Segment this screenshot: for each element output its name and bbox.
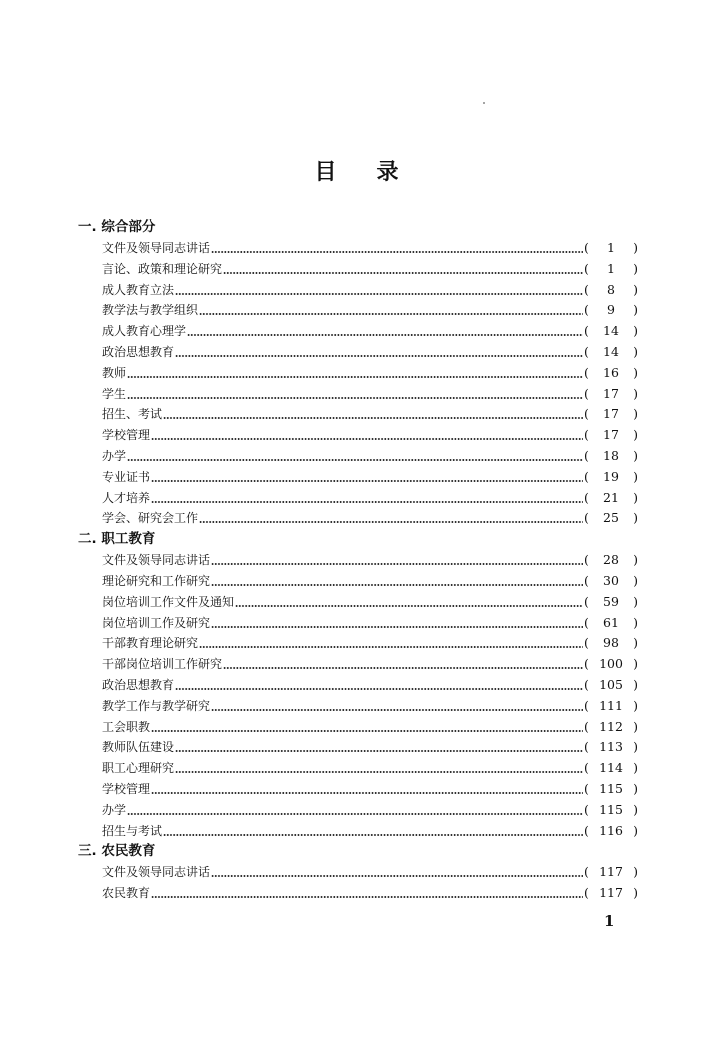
toc-entry-label: 政治思想教育 xyxy=(102,344,175,359)
dot-leader xyxy=(151,779,583,800)
page-title xyxy=(0,155,713,186)
paren-close: ) xyxy=(633,343,638,359)
paren-close: ) xyxy=(633,427,638,443)
toc-page-number: 25 xyxy=(603,510,619,526)
toc-page-number: 21 xyxy=(603,489,619,505)
toc-page-number: 1 xyxy=(607,240,615,255)
paren-close: ) xyxy=(633,406,638,422)
toc-page-ref xyxy=(584,300,638,321)
paren-open: ( xyxy=(584,864,589,880)
toc-entry-label: 专业证书 xyxy=(102,469,151,484)
dot-leader xyxy=(127,446,583,467)
toc-page-ref xyxy=(584,488,638,509)
toc-entry-label: 理论研究和工作研究 xyxy=(102,573,211,588)
toc-page-ref xyxy=(584,342,638,363)
dot-leader xyxy=(175,342,583,363)
toc-page-number: 112 xyxy=(599,718,623,734)
toc-page-number: 30 xyxy=(603,572,619,588)
paren-open: ( xyxy=(584,510,589,526)
dot-leader xyxy=(211,571,583,592)
toc-page-ref xyxy=(584,321,638,342)
toc-entry[interactable] xyxy=(78,613,638,634)
toc-page-ref xyxy=(584,717,638,738)
toc-entry[interactable] xyxy=(78,446,638,467)
paren-close: ) xyxy=(633,281,638,297)
toc-entry[interactable] xyxy=(78,425,638,446)
toc-entry[interactable] xyxy=(78,779,638,800)
toc-page-number: 113 xyxy=(599,739,623,755)
toc-entry-label: 文件及领导同志讲话 xyxy=(102,241,211,255)
dot-leader xyxy=(211,862,583,883)
toc-entry[interactable] xyxy=(78,633,638,654)
toc-page-ref xyxy=(584,446,638,467)
toc-page-ref xyxy=(584,467,638,488)
paren-open: ( xyxy=(584,489,589,505)
toc-entry[interactable] xyxy=(78,883,638,904)
paren-close: ) xyxy=(633,468,638,484)
toc-entry[interactable] xyxy=(78,467,638,488)
toc-page-ref xyxy=(584,696,638,717)
toc-entry[interactable] xyxy=(78,259,638,280)
toc-page-ref xyxy=(584,363,638,384)
toc-entry-label: 招生与考试 xyxy=(102,823,163,838)
toc-page-number: 61 xyxy=(603,614,619,630)
paren-close: ) xyxy=(633,489,638,505)
paren-open: ( xyxy=(584,676,589,692)
section-heading: 二. 职工教育 xyxy=(78,531,156,548)
dot-leader xyxy=(151,883,583,904)
toc-page-ref xyxy=(584,675,638,696)
paren-close: ) xyxy=(633,614,638,630)
dot-leader xyxy=(223,654,583,675)
toc-entry[interactable] xyxy=(78,508,638,529)
toc-entry-label: 学校管理 xyxy=(102,781,151,796)
paren-close: ) xyxy=(633,364,638,380)
toc-page-number: 59 xyxy=(603,593,619,609)
dot-leader xyxy=(127,363,583,384)
toc-entry-label: 政治思想教育 xyxy=(102,677,175,692)
toc-page-number: 9 xyxy=(607,302,615,318)
dot-leader xyxy=(163,404,583,425)
toc-page-ref xyxy=(584,654,638,675)
toc-entry-label: 文件及领导同志讲话 xyxy=(102,865,211,880)
dot-leader xyxy=(187,321,583,342)
toc-entry[interactable] xyxy=(78,280,638,301)
toc-page-ref xyxy=(584,613,638,634)
toc-page-number: 105 xyxy=(599,676,623,692)
dot-leader xyxy=(199,633,583,654)
dot-leader xyxy=(151,488,583,509)
toc-page-number: 14 xyxy=(603,343,619,359)
toc-page-number: 111 xyxy=(599,697,623,713)
toc-entry[interactable] xyxy=(78,800,638,821)
toc-page-number: 115 xyxy=(599,801,623,817)
toc-page-ref xyxy=(584,800,638,821)
toc-entry-label: 教师队伍建设 xyxy=(102,740,175,755)
toc-page-ref xyxy=(584,758,638,779)
toc-entry[interactable] xyxy=(78,592,638,613)
paren-close: ) xyxy=(633,718,638,734)
paren-open: ( xyxy=(584,427,589,443)
paren-open: ( xyxy=(584,801,589,817)
paren-open: ( xyxy=(584,780,589,796)
toc-entry[interactable] xyxy=(78,404,638,425)
paren-open: ( xyxy=(584,697,589,713)
toc-entry[interactable] xyxy=(78,717,638,738)
toc-page-ref xyxy=(584,384,638,405)
paren-open: ( xyxy=(584,323,589,339)
dot-leader xyxy=(175,737,583,758)
toc-entry-label: 岗位培训工作及研究 xyxy=(102,615,211,630)
toc-entry[interactable] xyxy=(78,571,638,592)
paren-close: ) xyxy=(633,302,638,318)
dot-leader xyxy=(175,758,583,779)
toc-page-ref xyxy=(584,550,638,571)
dot-leader xyxy=(175,675,583,696)
toc-page-number: 115 xyxy=(599,780,623,796)
toc-entry-label: 言论、政策和理论研究 xyxy=(102,261,223,276)
paren-open: ( xyxy=(584,364,589,380)
paren-open: ( xyxy=(584,281,589,297)
toc-page-ref xyxy=(584,238,638,259)
paren-open: ( xyxy=(584,447,589,463)
paren-close: ) xyxy=(633,552,638,568)
toc-entry[interactable] xyxy=(78,654,638,675)
toc-entry[interactable] xyxy=(78,696,638,717)
paren-open: ( xyxy=(584,718,589,734)
toc-entry[interactable] xyxy=(78,737,638,758)
toc-page-ref xyxy=(584,779,638,800)
toc-entry-label: 职工心理研究 xyxy=(102,761,175,776)
paren-close: ) xyxy=(633,510,638,526)
paren-open: ( xyxy=(584,468,589,484)
scan-speck xyxy=(483,102,485,104)
toc-page-ref xyxy=(584,571,638,592)
toc-page-number: 14 xyxy=(603,323,619,339)
toc-entry[interactable] xyxy=(78,821,638,842)
toc-entry-label: 农民教育 xyxy=(102,886,151,901)
paren-close: ) xyxy=(633,676,638,692)
paren-close: ) xyxy=(633,656,638,672)
paren-close: ) xyxy=(633,260,638,276)
section-heading: 一. 综合部分 xyxy=(78,219,156,235)
paren-open: ( xyxy=(584,572,589,588)
table-of-contents xyxy=(78,217,638,904)
toc-entry-label: 工会职教 xyxy=(102,719,151,734)
toc-page-number: 17 xyxy=(603,427,619,443)
paren-open: ( xyxy=(584,552,589,568)
toc-entry[interactable] xyxy=(78,321,638,342)
toc-entry-label: 成人教育立法 xyxy=(102,282,175,297)
toc-page-number: 114 xyxy=(599,760,623,776)
toc-entry-label: 学生 xyxy=(102,386,127,401)
paren-open: ( xyxy=(584,385,589,401)
paren-close: ) xyxy=(633,635,638,651)
toc-page-ref xyxy=(584,259,638,280)
toc-page-ref xyxy=(584,280,638,301)
page-number: 1 xyxy=(604,912,615,930)
paren-close: ) xyxy=(633,697,638,713)
paren-close: ) xyxy=(633,780,638,796)
toc-entry-label: 人才培养 xyxy=(102,490,151,505)
dot-leader xyxy=(175,280,583,301)
paren-open: ( xyxy=(584,822,589,838)
toc-entry-label: 招生、考试 xyxy=(102,407,163,422)
dot-leader xyxy=(127,800,583,821)
dot-leader xyxy=(211,613,583,634)
paren-close: ) xyxy=(633,760,638,776)
toc-entry[interactable] xyxy=(78,488,638,509)
dot-leader xyxy=(199,300,583,321)
toc-entry-label: 教学工作与教学研究 xyxy=(102,698,211,713)
paren-close: ) xyxy=(633,822,638,838)
dot-leader xyxy=(211,696,583,717)
toc-page-number: 17 xyxy=(603,406,619,422)
dot-leader xyxy=(211,238,583,259)
paren-open: ( xyxy=(584,240,589,255)
toc-entry[interactable] xyxy=(78,363,638,384)
toc-entry[interactable] xyxy=(78,384,638,405)
toc-page-number: 18 xyxy=(603,447,619,463)
title-char-2: 录 xyxy=(376,160,399,185)
toc-page-ref xyxy=(584,883,638,904)
toc-entry-label: 办学 xyxy=(102,448,127,463)
toc-page-ref xyxy=(584,404,638,425)
toc-page-number: 98 xyxy=(603,635,619,651)
toc-page-number: 117 xyxy=(599,864,623,880)
toc-entry-label: 教师 xyxy=(102,365,127,380)
toc-page-ref xyxy=(584,425,638,446)
toc-entry-label: 教学法与教学组织 xyxy=(102,303,199,318)
toc-page-number: 100 xyxy=(599,656,623,672)
toc-entry-label: 干部岗位培训工作研究 xyxy=(102,657,223,672)
paren-close: ) xyxy=(633,739,638,755)
title-char-1: 目 xyxy=(314,160,337,185)
toc-entry-label: 岗位培训工作文件及通知 xyxy=(102,594,235,609)
toc-entry[interactable] xyxy=(78,862,638,883)
paren-open: ( xyxy=(584,760,589,776)
toc-entry-label: 文件及领导同志讲话 xyxy=(102,553,211,568)
dot-leader xyxy=(151,425,583,446)
toc-entry-label: 学会、研究会工作 xyxy=(102,511,199,526)
paren-open: ( xyxy=(584,406,589,422)
toc-entry[interactable] xyxy=(78,758,638,779)
toc-page-number: 17 xyxy=(603,385,619,401)
dot-leader xyxy=(211,550,583,571)
toc-page-ref xyxy=(584,821,638,842)
dot-leader xyxy=(151,717,583,738)
toc-page-number: 116 xyxy=(599,822,623,838)
toc-page-number: 117 xyxy=(599,885,623,901)
paren-close: ) xyxy=(633,864,638,880)
paren-close: ) xyxy=(633,572,638,588)
toc-entry-label: 干部教育理论研究 xyxy=(102,636,199,651)
toc-entry[interactable] xyxy=(78,675,638,696)
dot-leader xyxy=(223,259,583,280)
toc-page-number: 19 xyxy=(603,468,619,484)
toc-page-ref xyxy=(584,633,638,654)
dot-leader xyxy=(127,384,583,405)
toc-page-number: 16 xyxy=(603,364,619,380)
dot-leader xyxy=(163,821,583,842)
paren-open: ( xyxy=(584,635,589,651)
toc-entry[interactable] xyxy=(78,238,638,259)
toc-entry-label: 学校管理 xyxy=(102,428,151,443)
paren-close: ) xyxy=(633,240,638,255)
paren-close: ) xyxy=(633,885,638,901)
paren-close: ) xyxy=(633,447,638,463)
section-heading: 三. 农民教育 xyxy=(78,843,156,860)
paren-open: ( xyxy=(584,343,589,359)
paren-open: ( xyxy=(584,656,589,672)
toc-page-number: 28 xyxy=(603,552,619,568)
paren-close: ) xyxy=(633,385,638,401)
toc-entry[interactable] xyxy=(78,300,638,321)
toc-page-number: 1 xyxy=(607,260,615,276)
toc-page-ref xyxy=(584,592,638,613)
paren-close: ) xyxy=(633,323,638,339)
dot-leader xyxy=(151,467,583,488)
paren-open: ( xyxy=(584,302,589,318)
paren-open: ( xyxy=(584,260,589,276)
paren-open: ( xyxy=(584,739,589,755)
paren-close: ) xyxy=(633,593,638,609)
toc-page-number: 8 xyxy=(607,281,615,297)
toc-entry[interactable] xyxy=(78,550,638,571)
toc-page-ref xyxy=(584,862,638,883)
dot-leader xyxy=(235,592,583,613)
paren-close: ) xyxy=(633,801,638,817)
toc-entry[interactable] xyxy=(78,342,638,363)
paren-open: ( xyxy=(584,614,589,630)
toc-entry-label: 成人教育心理学 xyxy=(102,324,187,339)
toc-entry-label: 办学 xyxy=(102,802,127,817)
dot-leader xyxy=(199,508,583,529)
toc-page-ref xyxy=(584,508,638,529)
toc-page-ref xyxy=(584,737,638,758)
paren-open: ( xyxy=(584,885,589,901)
paren-open: ( xyxy=(584,593,589,609)
